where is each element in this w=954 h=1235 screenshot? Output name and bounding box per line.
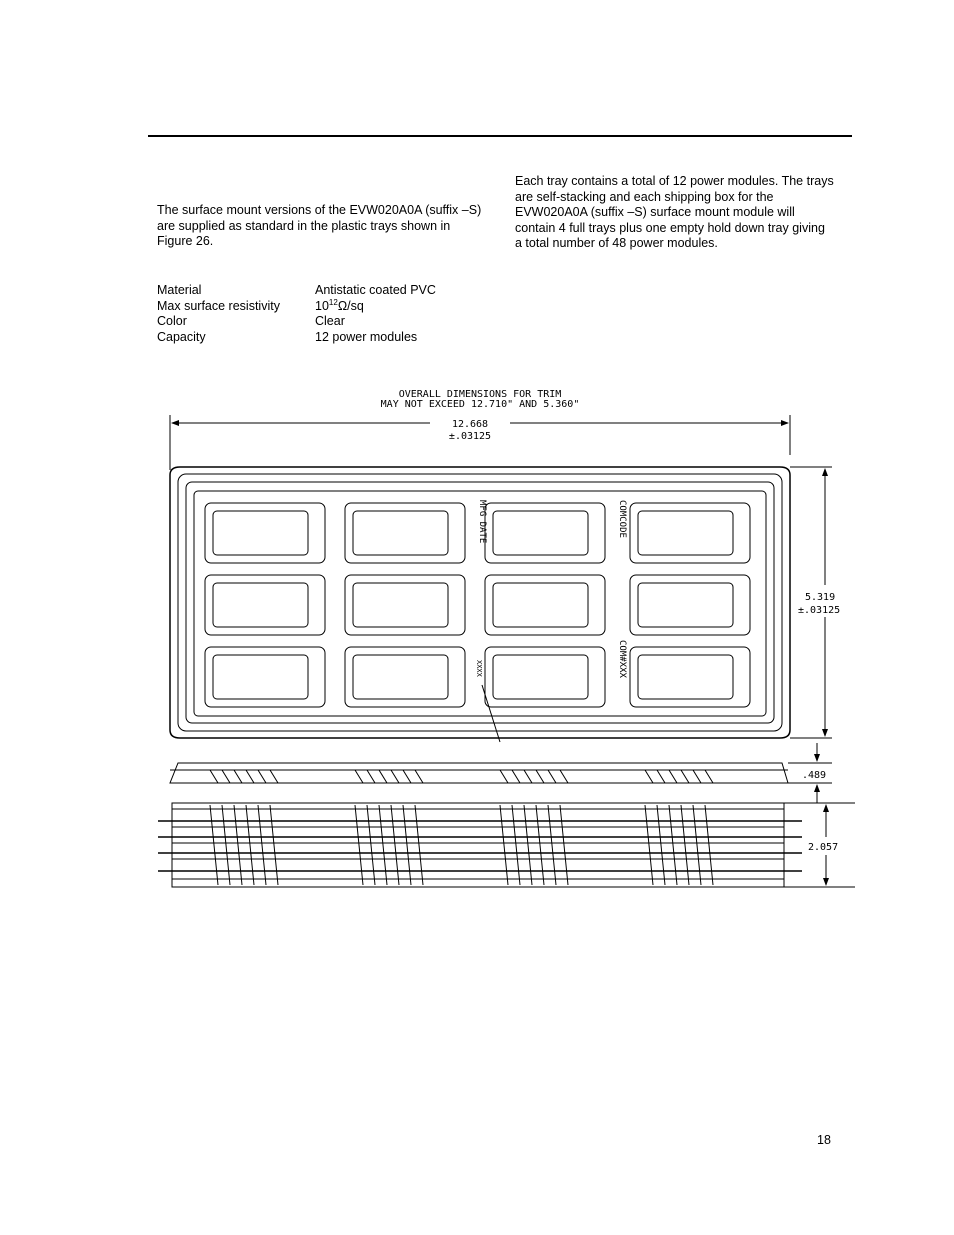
rib-line bbox=[258, 805, 266, 885]
rib-line bbox=[560, 770, 568, 783]
spec-key: Capacity bbox=[157, 329, 206, 344]
tray-thickness-value: .489 bbox=[802, 770, 827, 781]
rib-line bbox=[258, 770, 266, 783]
rib-line bbox=[548, 805, 556, 885]
trim-note-line2: MAY NOT EXCEED 12.710" AND 5.360" bbox=[380, 399, 580, 410]
rib-line bbox=[222, 770, 230, 783]
module-pocket-inner bbox=[493, 583, 588, 627]
intro-paragraph: The surface mount versions of the EVW020A0A (suffix –S) are supplied as standard in the plastic trays shown in Figure 26. bbox=[157, 203, 482, 248]
rib-line bbox=[645, 805, 653, 885]
rib-line bbox=[234, 770, 242, 783]
resistivity-base: 10 bbox=[315, 298, 329, 313]
rib-line bbox=[367, 770, 375, 783]
rib-line bbox=[210, 805, 218, 885]
spec-key: Material bbox=[157, 283, 202, 297]
rib-line bbox=[693, 805, 701, 885]
rib-line bbox=[246, 770, 254, 783]
page-number: 18 bbox=[817, 1133, 831, 1147]
spec-key: Color bbox=[157, 314, 187, 329]
module-pocket-inner bbox=[213, 655, 308, 699]
spec-value bbox=[315, 299, 364, 315]
leader-line bbox=[482, 685, 500, 742]
height-tolerance: ±.03125 bbox=[798, 605, 841, 616]
rib-line bbox=[669, 770, 677, 783]
module-pocket-inner bbox=[213, 583, 308, 627]
spec-key: Max surface resistivity bbox=[157, 298, 280, 313]
stack-height-value: 2.057 bbox=[808, 842, 839, 853]
module-pocket-inner bbox=[353, 583, 448, 627]
spec-row-resistivity bbox=[157, 299, 436, 315]
module-pocket-inner bbox=[213, 511, 308, 555]
rib-line bbox=[403, 805, 411, 885]
tray-drawing-svg bbox=[150, 385, 860, 895]
width-tolerance: ±.03125 bbox=[448, 431, 492, 442]
rib-line bbox=[415, 770, 423, 783]
tray-drawing bbox=[150, 385, 860, 900]
rib-line bbox=[222, 805, 230, 885]
rib-line bbox=[681, 805, 689, 885]
rib-line bbox=[705, 770, 713, 783]
rib-line bbox=[391, 805, 399, 885]
module-pocket-inner bbox=[638, 583, 733, 627]
rib-line bbox=[645, 770, 653, 783]
rib-line bbox=[367, 805, 375, 885]
module-pocket-inner bbox=[638, 511, 733, 555]
module-pocket-inner bbox=[493, 511, 588, 555]
comcode-label: COMCODE bbox=[617, 500, 627, 538]
tray-side-view bbox=[170, 743, 832, 803]
rib-line bbox=[669, 805, 677, 885]
rib-line bbox=[524, 805, 532, 885]
resistivity-unit: Ω/sq bbox=[337, 298, 364, 313]
rib-line bbox=[657, 770, 665, 783]
rib-line bbox=[705, 805, 713, 885]
rib-line bbox=[681, 770, 689, 783]
height-value: 5.319 bbox=[805, 592, 836, 603]
rib-line bbox=[379, 770, 387, 783]
module-pocket-inner bbox=[353, 655, 448, 699]
rib-line bbox=[500, 770, 508, 783]
spec-value: 12 power modules bbox=[315, 329, 418, 344]
module-pocket-inner bbox=[638, 655, 733, 699]
xxxx-label: XXXX bbox=[475, 660, 483, 677]
rib-line bbox=[536, 805, 544, 885]
rib-line bbox=[355, 770, 363, 783]
rib-line bbox=[210, 770, 218, 783]
rib-line bbox=[246, 805, 254, 885]
resistivity-exponent: 12 bbox=[328, 297, 338, 307]
spec-value: Clear bbox=[315, 314, 345, 329]
rib-line bbox=[693, 770, 701, 783]
rib-line bbox=[657, 805, 665, 885]
rib-line bbox=[379, 805, 387, 885]
rib-line bbox=[391, 770, 399, 783]
rib-line bbox=[234, 805, 242, 885]
rib-line bbox=[536, 770, 544, 783]
rib-line bbox=[355, 805, 363, 885]
rib-line bbox=[270, 770, 278, 783]
module-pocket-inner bbox=[353, 511, 448, 555]
rib-line bbox=[500, 805, 508, 885]
tray-spec-table bbox=[157, 283, 436, 345]
rib-line bbox=[560, 805, 568, 885]
rib-line bbox=[512, 770, 520, 783]
header-rule bbox=[148, 135, 852, 137]
rib-line bbox=[512, 805, 520, 885]
side-view-ribs bbox=[210, 770, 713, 783]
spec-row-material bbox=[157, 283, 436, 299]
tray-capacity-paragraph: Each tray contains a total of 12 power modules. The trays are self-stacking and each shipping box for the EVW020A0A (suffix –S) surface mount module will contain 4 full trays plus one empty hold down tray giving a total number of 48 power modules. bbox=[515, 174, 834, 250]
spec-row-capacity bbox=[157, 330, 436, 346]
spec-row-color bbox=[157, 314, 436, 330]
rib-line bbox=[415, 805, 423, 885]
trim-note-line1: OVERALL DIMENSIONS FOR TRIM bbox=[398, 389, 562, 400]
mfg-date-label: MFG DATE bbox=[477, 500, 487, 544]
rib-line bbox=[403, 770, 411, 783]
module-pocket-inner bbox=[493, 655, 588, 699]
rib-line bbox=[548, 770, 556, 783]
comcode-value-label: COM#XXX bbox=[617, 640, 627, 678]
rib-line bbox=[270, 805, 278, 885]
stack-view-ribs bbox=[210, 805, 713, 885]
spec-value: Antistatic coated PVC bbox=[315, 283, 436, 297]
rib-line bbox=[524, 770, 532, 783]
width-value: 12.668 bbox=[451, 419, 489, 430]
